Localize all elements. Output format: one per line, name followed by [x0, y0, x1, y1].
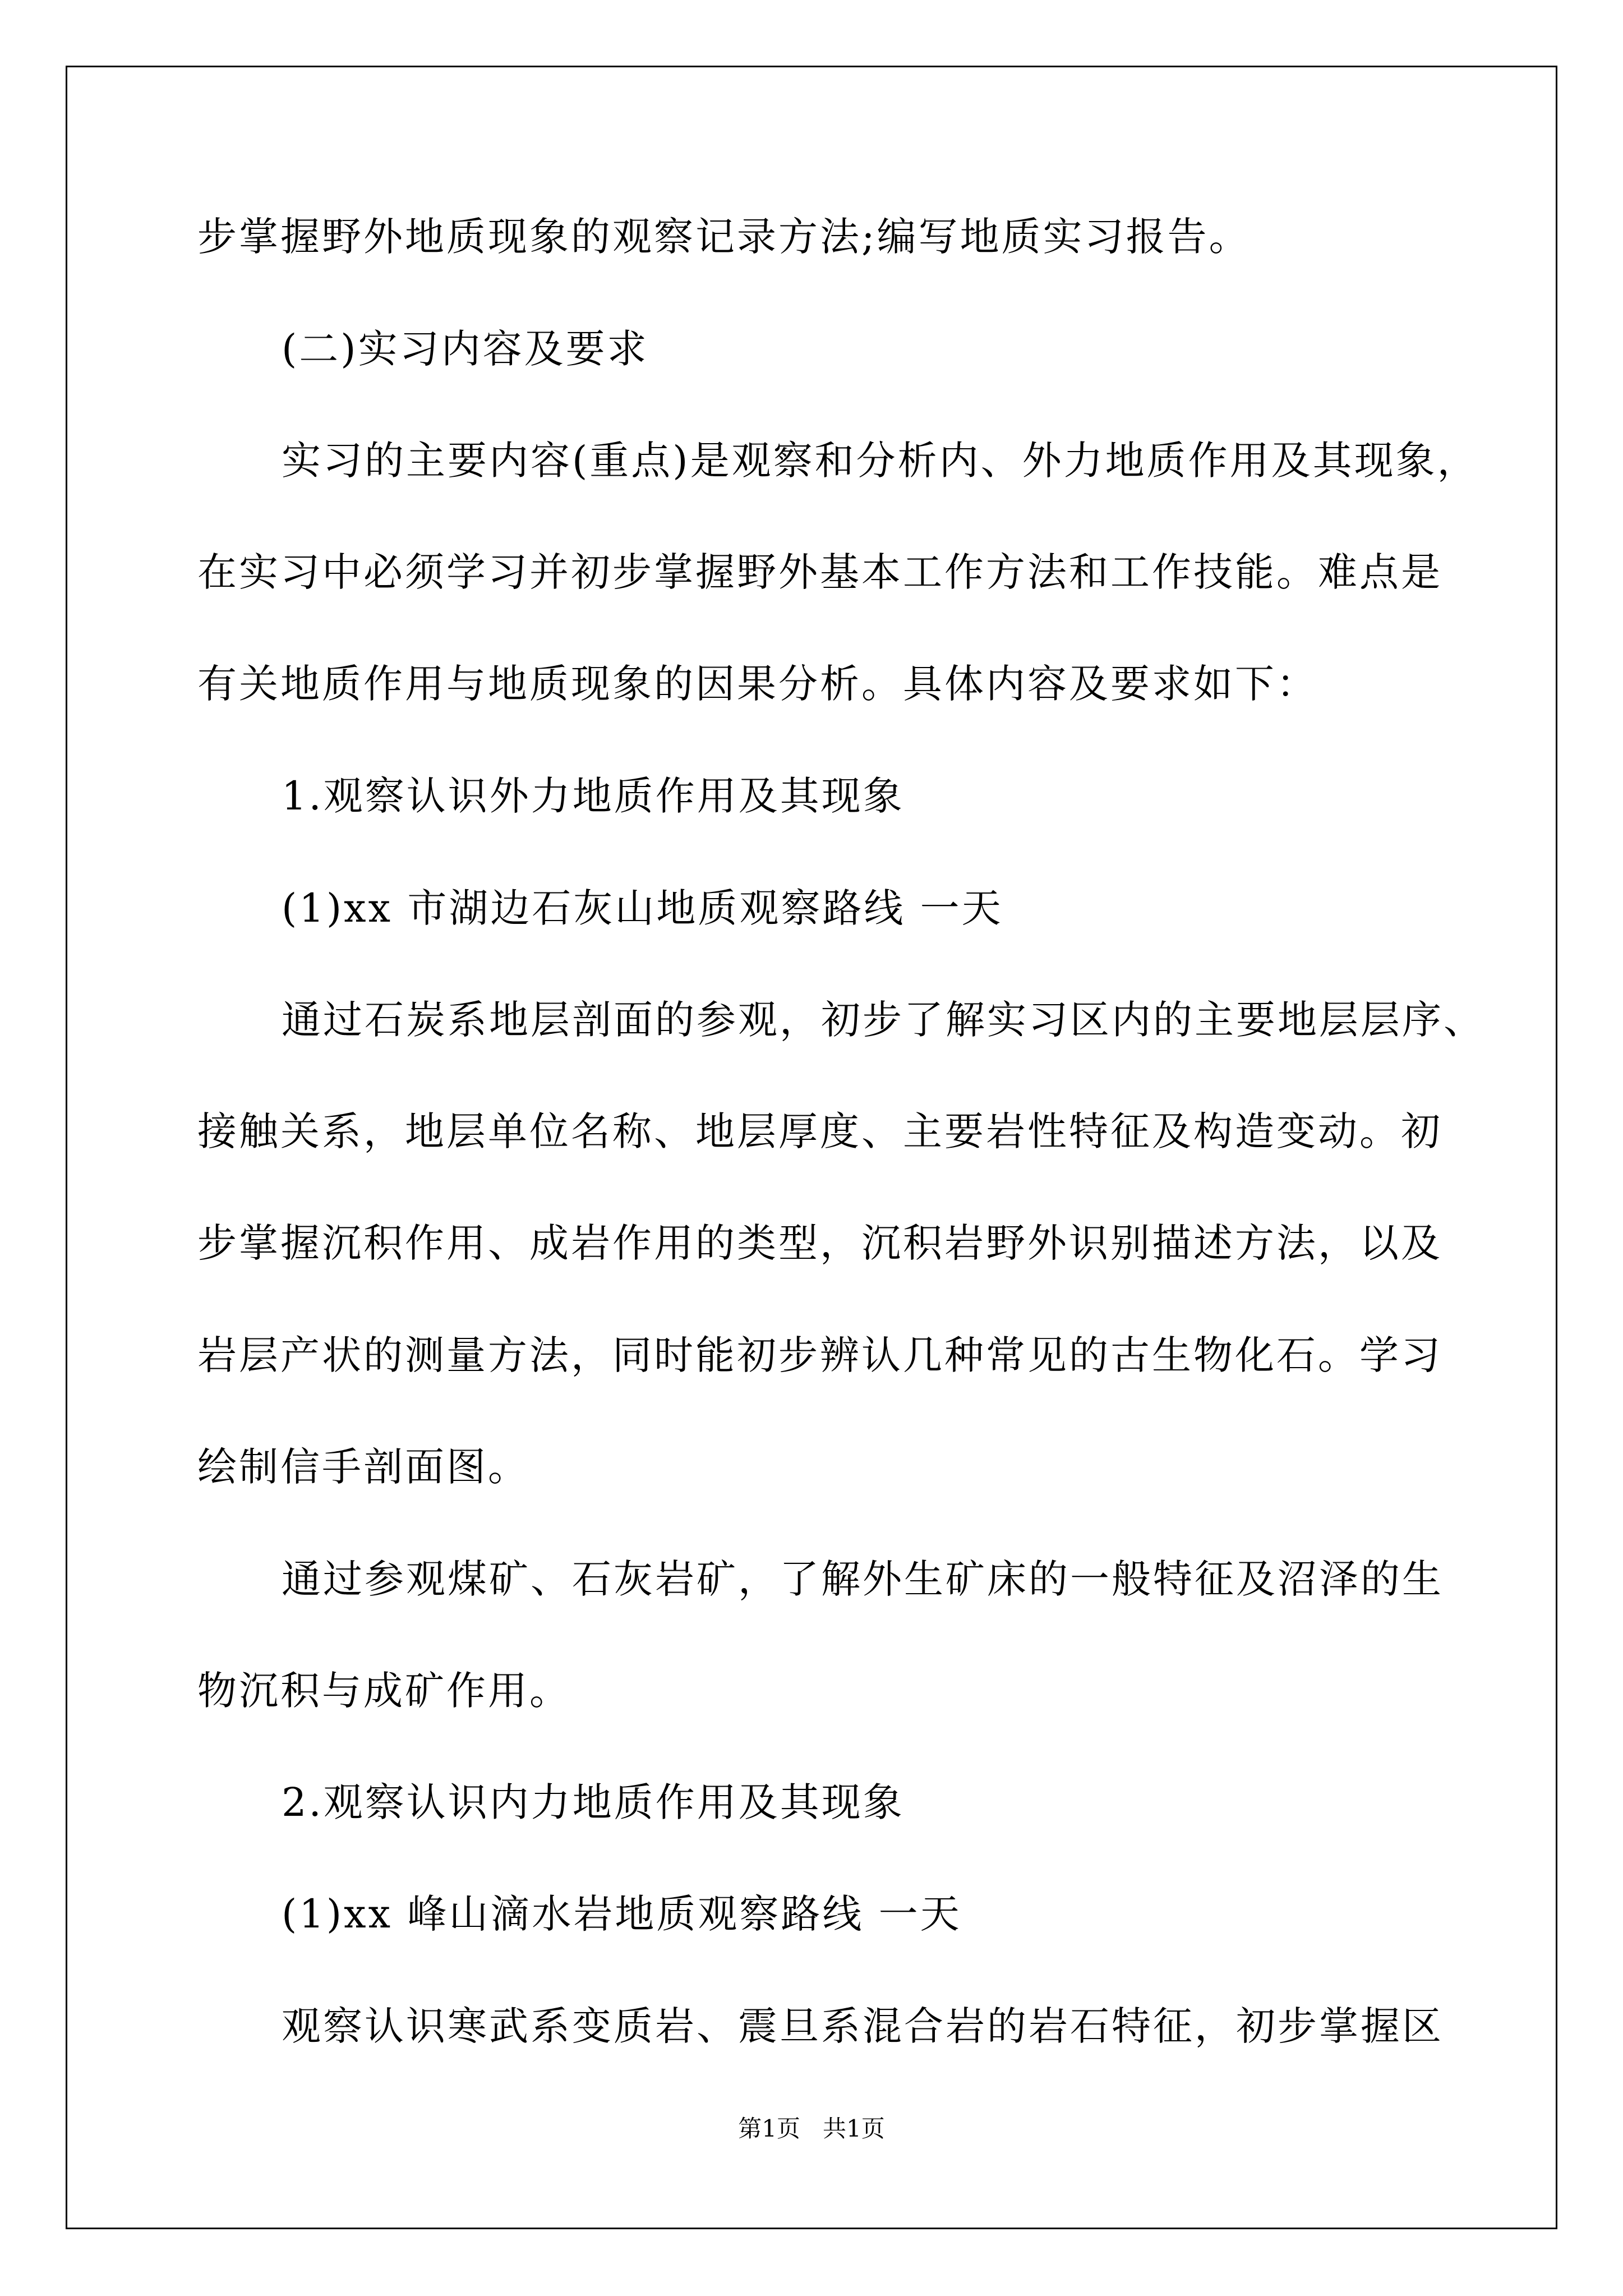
route-item-2: (1)xx 峰山滴水岩地质观察路线 一天: [282, 1891, 962, 1937]
text-line-17: 观察认识寒武系变质岩、震旦系混合岩的岩石特征，初步掌握区: [282, 2003, 1444, 2049]
text-line-8: 通过石炭系地层剖面的参观，初步了解实习区内的主要地层层序、: [282, 997, 1485, 1043]
route-item-1: (1)xx 市湖边石灰山地质观察路线 一天: [282, 885, 1003, 931]
subheading-2: 2.观察认识内力地质作用及其现象: [282, 1779, 905, 1825]
text-line-4: 在实习中必须学习并初步掌握野外基本工作方法和工作技能。难点是: [197, 549, 1442, 595]
text-line-11: 岩层产状的测量方法，同时能初步辨认几种常见的古生物化石。学习: [197, 1332, 1442, 1378]
text-line-13: 通过参观煤矿、石灰岩矿，了解外生矿床的一般特征及沼泽的生: [282, 1556, 1444, 1602]
text-line-5: 有关地质作用与地质现象的因果分析。具体内容及要求如下：: [197, 661, 1318, 707]
text-line-1: 步掌握野外地质现象的观察记录方法;编写地质实习报告。: [197, 214, 1251, 260]
text-line-9: 接触关系，地层单位名称、地层厚度、主要岩性特征及构造变动。初: [197, 1108, 1442, 1154]
page-footer: 第1页 共1页: [738, 2115, 885, 2142]
text-line-10: 步掌握沉积作用、成岩作用的类型，沉积岩野外识别描述方法，以及: [197, 1220, 1442, 1266]
subheading-1: 1.观察认识外力地质作用及其现象: [282, 773, 905, 819]
text-line-14: 物沉积与成矿作用。: [197, 1668, 571, 1714]
section-heading: (二)实习内容及要求: [282, 326, 649, 372]
text-line-12: 绘制信手剖面图。: [197, 1444, 529, 1490]
text-line-3: 实习的主要内容(重点)是观察和分析内、外力地质作用及其现象，: [282, 438, 1479, 484]
